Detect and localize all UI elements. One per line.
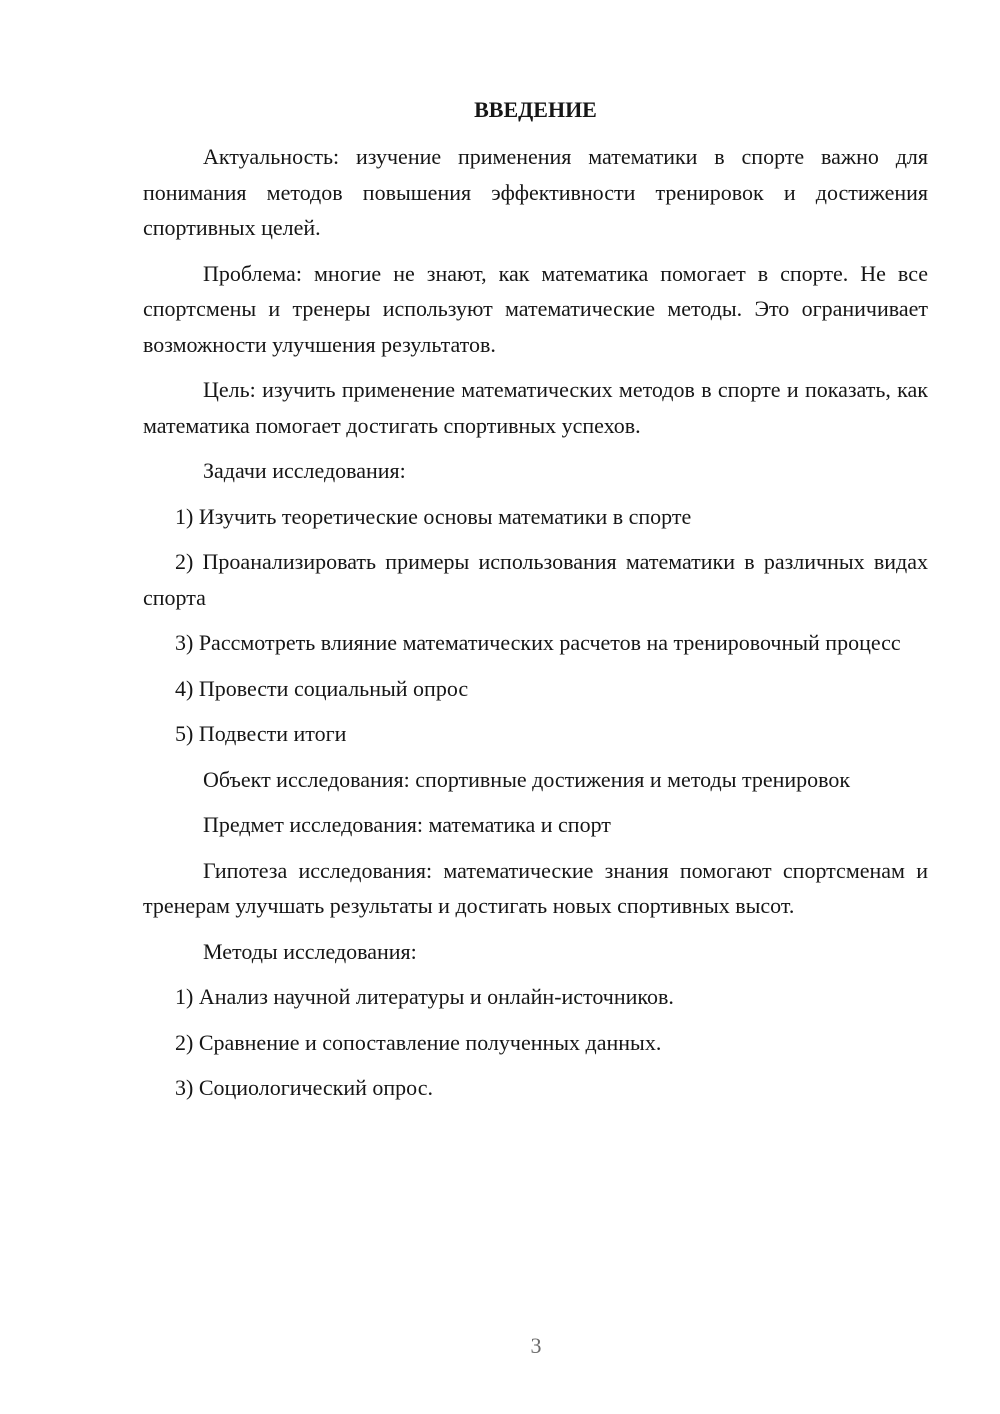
list-item-method-1: 1) Анализ научной литературы и онлайн-источников. xyxy=(175,984,674,1009)
list-item-task-4: 4) Провести социальный опрос xyxy=(175,675,469,701)
page-title: ВВЕДЕНИЕ xyxy=(474,97,597,122)
list-item-task-5: 5) Подвести итоги xyxy=(175,721,347,746)
paragraph-relevance: Актуальность: изучение применения математики в спорте важно для понимания методов повышения эффективности тренировок и достижения спортивных целей. xyxy=(143,144,928,240)
paragraph-hypothesis: Гипотеза исследования: математические знания помогают спортсменам и тренерам улучшать результаты и достигать новых спортивных высот. xyxy=(143,857,928,918)
paragraph-object: Объект исследования: спортивные достижения и методы тренировок xyxy=(203,766,851,792)
list-item-method-2: 2) Сравнение и сопоставление полученных данных. xyxy=(175,1029,662,1055)
tasks-heading: Задачи исследования: xyxy=(203,458,406,483)
document-page xyxy=(143,95,928,1116)
list-item-task-3: 3) Рассмотреть влияние математических расчетов на тренировочный процесс xyxy=(175,630,901,655)
methods-heading: Методы исследования: xyxy=(203,938,417,964)
paragraph-subject: Предмет исследования: математика и спорт xyxy=(203,812,611,837)
list-item-task-1: 1) Изучить теоретические основы математики в спорте xyxy=(175,503,692,529)
paragraph-problem: Проблема: многие не знают, как математика помогает в спорте. Не все спортсмены и тренеры используют математические методы. Это ограничивает возможности улучшения результатов. xyxy=(143,260,928,357)
list-item-method-3: 3) Социологический опрос. xyxy=(175,1075,433,1100)
paragraph-goal: Цель: изучить применение математических методов в спорте и показать, как математика помогает достигать спортивных успехов. xyxy=(143,377,928,438)
page-number: 3 xyxy=(530,1333,542,1358)
list-item-task-2: 2) Проанализировать примеры использования математики в различных видах спорта xyxy=(143,549,928,610)
